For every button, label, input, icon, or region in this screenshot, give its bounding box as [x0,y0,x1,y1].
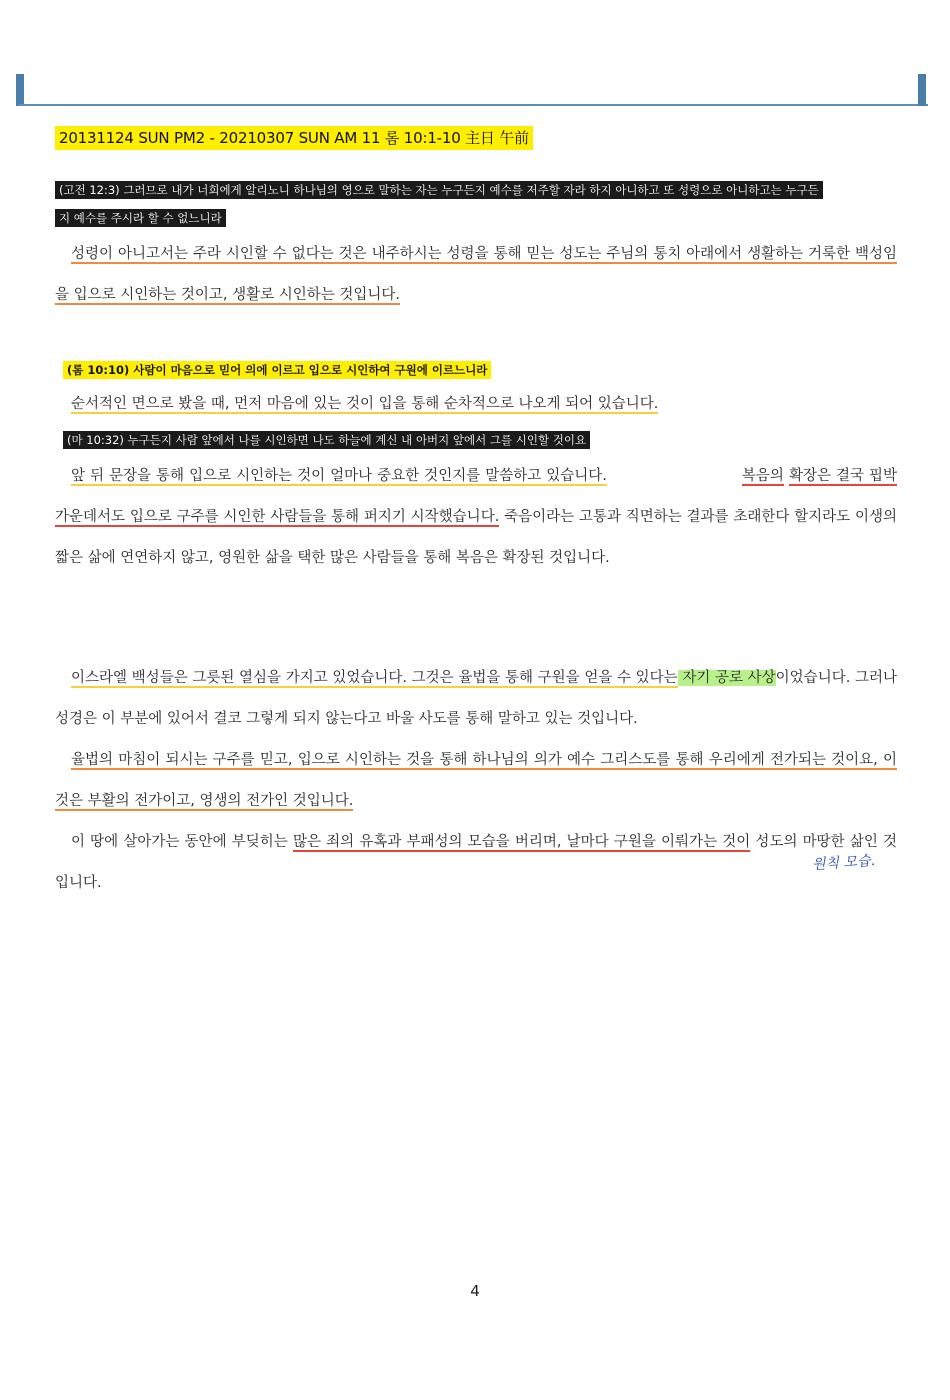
paragraph-4-text-b: 자기 공로 사상 [677,670,776,686]
paragraph-6 [55,822,897,904]
header-rule-right-cap [918,74,926,106]
verse-3-text: (마 10:32) 누구든지 사람 앞에서 나를 시인하면 나도 하늘에 계신 내 아버지 앞에서 그를 시인할 것이요 [63,431,590,449]
page-number: 4 [470,1282,480,1300]
paragraph-2-text: 순서적인 면으로 봤을 때, 먼저 마음에 있는 것이 입을 통해 순차적으로 나오게 되어 있습니다. [71,396,659,412]
verse-1-line-2: 지 예수를 주시라 할 수 없느니라 [55,209,226,227]
paragraph-2 [55,384,897,425]
verse-2-text: (롬 10:10) 사람이 마음으로 믿어 의에 이르고 입으로 시인하여 구원에 이르느니라 [63,361,491,379]
paragraph-6-text-c: 성도의 마땅한 삶인 것입니다. [55,834,897,891]
paragraph-1 [55,234,897,316]
paragraph-6-text-a: 이 땅에 살아가는 동안에 부딪히는 [71,834,293,850]
paragraph-4-text-c: 이었습니다. 그러나 성경은 이 부분에 있어서 결코 그렇게 되지 않는다고 바울 사도를 통해 말하고 있는 것입니다. [55,670,897,727]
paragraph-3-text-c: 확장은 결국 핍박 가운데서도 입으로 구주를 시인한 사람들을 통해 퍼지기 시작했습니다. [55,468,898,525]
header-rule-left-cap [16,74,24,106]
verse-1-line-1: (고전 12:3) 그러므로 내가 너희에게 알리노니 하나님의 영으로 말하는 자는 누구든지 예수를 저주할 자라 하지 아니하고 또 성령으로 아니하고는 누구든 [55,181,823,199]
paragraph-3-text-a: 앞 뒤 문장을 통해 입으로 시인하는 것이 얼마나 중요한 것인지를 말씀하고 있습니다. [71,468,607,484]
paragraph-5 [55,740,897,822]
paragraph-5-text: 율법의 마침이 되시는 구주를 믿고, 입으로 시인하는 것을 통해 하나님의 의가 예수 그리스도를 통해 우리에게 전가되는 것이요, 이것은 부활의 전가이고, 영생의 전가인 것입니다. [55,752,897,809]
handwritten-note: 원칙 모습. [811,852,876,874]
paragraph-6-text-b: 많은 죄의 유혹과 부패성의 모습을 버리며, 날마다 구원을 이뤄가는 것이 [292,834,751,850]
paragraph-1-text: 성령이 아니고서는 주라 시인할 수 없다는 것은 내주하시는 성령을 통해 믿는 성도는 주님의 통치 아래에서 생활하는 거룩한 백성임을 입으로 시인하는 것이고, 생활로 시인하는 것입니다. [55,246,897,303]
verse-2-block [63,362,491,378]
header-rule [18,104,928,106]
paragraph-4 [55,658,897,740]
paragraph-3-text-b: 복음의 [741,468,784,484]
paragraph-4-text-a: 이스라엘 백성들은 그릇된 열심을 가지고 있었습니다. 그것은 율법을 통해 구원을 얻을 수 있다는 [71,670,678,686]
verse-1-block [55,176,900,232]
sermon-title: 20131124 SUN PM2 - 20210307 SUN AM 11 롬 10:1-10 主日 午前 [55,126,533,150]
paragraph-3 [55,456,897,579]
paragraph-3-text-d: 죽음이라는 고통과 직면하는 결과를 초래한다 할지라도 이생의 짧은 삶에 연연하지 않고, 영원한 삶을 택한 많은 사람들을 통해 복음은 확장된 것입니다. [55,509,897,566]
sermon-header [55,127,533,148]
verse-3-block [63,426,908,454]
